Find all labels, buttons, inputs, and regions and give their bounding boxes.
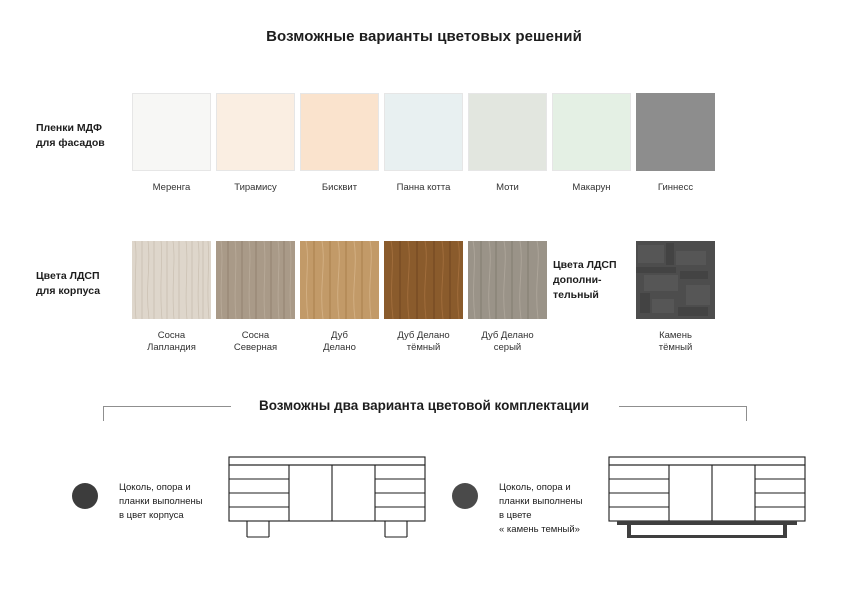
swatch-label: Дуб Делано серый — [481, 330, 534, 353]
sideboard-drawing-2 — [607, 455, 807, 550]
swatch-color[interactable] — [468, 241, 547, 319]
swatch-cell[interactable] — [468, 93, 547, 194]
swatch-cell[interactable] — [384, 241, 463, 354]
ldsp-section-label — [36, 269, 131, 299]
swatch-cell[interactable] — [132, 93, 211, 194]
swatch-cell[interactable] — [552, 93, 631, 194]
ldsp-extra-label-line1: Цвета ЛДСП — [553, 259, 617, 271]
color-dot-icon — [72, 483, 98, 509]
swatch-label: Сосна Лапландия — [147, 330, 196, 353]
swatch-cell[interactable] — [636, 93, 715, 194]
bracket-right-decoration — [619, 406, 747, 421]
mdf-section-label-line2: для фасадов — [36, 137, 105, 149]
swatch-color[interactable] — [552, 93, 631, 171]
swatch-label: Сосна Северная — [233, 330, 278, 353]
swatch-label: Дуб Делано тёмный — [397, 330, 450, 353]
color-dot-icon — [452, 483, 478, 509]
stone-texture-icon — [636, 241, 715, 319]
ldsp-section-label-line1: Цвета ЛДСП — [36, 270, 100, 282]
wood-texture-icon — [468, 241, 547, 319]
ldsp-extra-label-line2: дополни- — [553, 274, 602, 286]
swatch-color[interactable] — [636, 241, 715, 319]
swatch-label: Макарун — [572, 182, 611, 193]
swatch-cell[interactable] — [132, 241, 211, 354]
wood-texture-icon — [384, 241, 463, 319]
swatch-label: Моти — [496, 182, 519, 193]
swatch-label: Бисквит — [321, 182, 358, 193]
swatch-color[interactable] — [132, 241, 211, 319]
wood-texture-icon — [300, 241, 379, 319]
swatch-color[interactable] — [468, 93, 547, 171]
swatch-color[interactable] — [132, 93, 211, 171]
mdf-swatch-row — [132, 93, 715, 194]
wood-texture-icon — [132, 241, 211, 319]
variant-option-1-text: Цоколь, опора и планки выполнены в цвет корпуса — [119, 482, 203, 521]
swatch-label: Гиннесс — [657, 182, 694, 193]
swatch-cell[interactable] — [300, 241, 379, 354]
swatch-color[interactable] — [216, 241, 295, 319]
swatch-cell[interactable] — [636, 241, 715, 354]
swatch-label: Камень тёмный — [658, 330, 693, 353]
swatch-color[interactable] — [300, 93, 379, 171]
swatch-cell[interactable] — [300, 93, 379, 194]
ldsp-section-label-line2: для корпуса — [36, 285, 101, 297]
wood-texture-icon — [216, 241, 295, 319]
variants-title: Возможны два варианта цветовой комплектации — [258, 398, 590, 413]
swatch-label: Дуб Делано — [323, 330, 356, 353]
swatch-cell[interactable] — [216, 241, 295, 354]
swatch-color[interactable] — [216, 93, 295, 171]
swatch-color[interactable] — [636, 93, 715, 171]
swatch-color[interactable] — [384, 241, 463, 319]
variant-option-2-text: Цоколь, опора и планки выполнены в цвете « камень темный» — [499, 482, 583, 535]
ldsp-extra-label-line3: тельный — [553, 289, 599, 301]
swatch-label: Тирамису — [234, 182, 277, 193]
sideboard-drawing-1 — [227, 455, 427, 550]
swatch-color[interactable] — [300, 241, 379, 319]
page-title: Возможные варианты цветовых решений — [266, 28, 582, 45]
variants-header — [0, 398, 848, 422]
ldsp-extra-label — [553, 258, 643, 303]
mdf-section-label — [36, 121, 131, 151]
swatch-color[interactable] — [384, 93, 463, 171]
swatch-cell[interactable] — [384, 93, 463, 194]
swatch-label: Панна котта — [396, 182, 451, 193]
swatch-cell[interactable] — [468, 241, 547, 354]
swatch-label: Меренга — [152, 182, 191, 193]
mdf-section-label-line1: Пленки МДФ — [36, 122, 102, 134]
swatch-cell[interactable] — [216, 93, 295, 194]
